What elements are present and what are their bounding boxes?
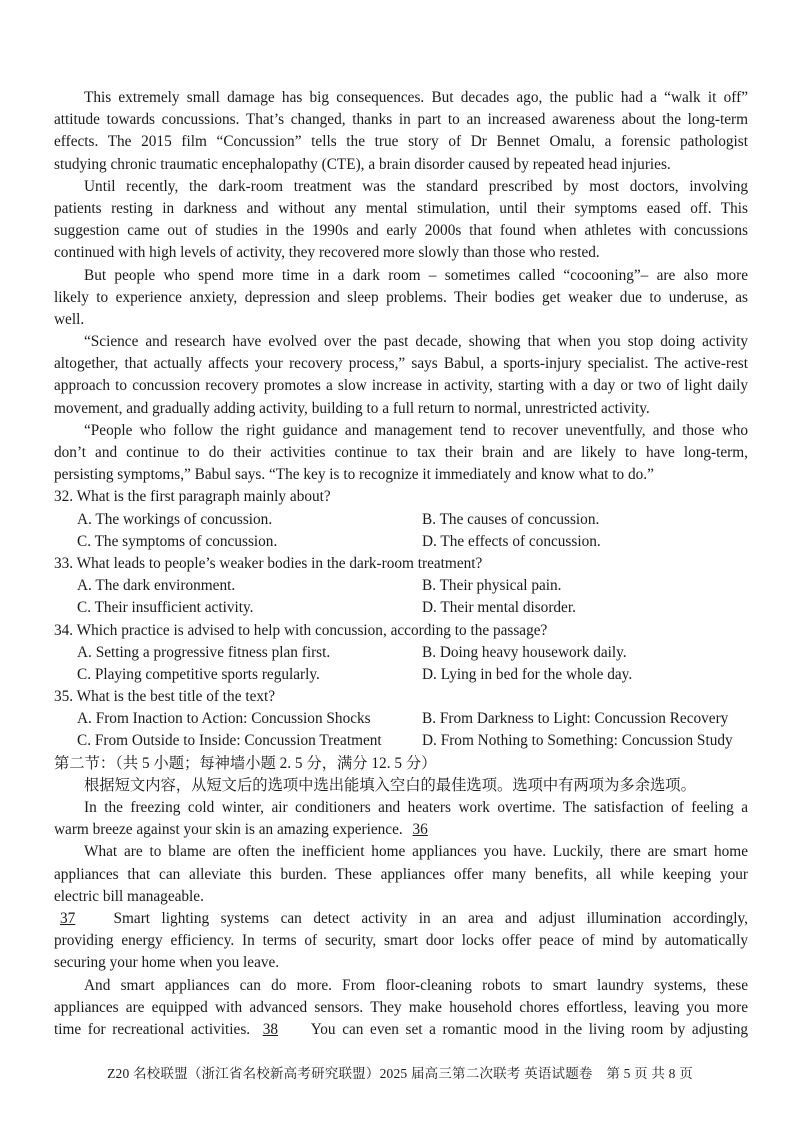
answer-option: C. Playing competitive sports regularly. (77, 665, 320, 683)
passage-line: Until recently, the dark-room treatment was the standard prescribed by most doctors, involving (84, 177, 748, 195)
passage-line (54, 930, 748, 952)
passage-line (54, 819, 748, 841)
passage-line: continued with high levels of activity, they recovered more slowly than those who rested. (54, 244, 600, 262)
passage-line (54, 997, 748, 1019)
passage-line: “People who follow the right guidance and management tend to recover uneventfully, and those who (84, 421, 748, 439)
option-row (54, 642, 748, 664)
line-text: appliances that can alleviate this burden. These appliances offer many benefits, all while keeping your (54, 865, 748, 883)
answer-option: A. The dark environment. (77, 577, 236, 595)
passage-line: persisting symptoms,” Babul says. “The key is to recognize it immediately and know what to do.” (54, 466, 654, 484)
answer-option: D. Their mental disorder. (422, 599, 576, 617)
line-text: And smart appliances can do more. From floor-cleaning robots to smart laundry systems, these (84, 976, 748, 994)
passage-line: movement, and gradually adding activity, building to a full return to normal, unrestricted activity. (54, 399, 650, 417)
passage-line (54, 864, 748, 886)
passage-line: approach to concussion recovery promotes a slow increase in activity, starting with a day or two of light daily (54, 377, 748, 395)
answer-option: C. Their insufficient activity. (77, 599, 254, 617)
answer-option: B. The causes of concussion. (422, 510, 600, 528)
answer-option: D. Lying in bed for the whole day. (422, 665, 633, 683)
passage-line (54, 952, 748, 974)
option-row (54, 664, 748, 686)
option-row (54, 730, 748, 752)
blank-number: 37 (60, 909, 76, 927)
answer-option: C. From Outside to Inside: Concussion Treatment (77, 732, 382, 750)
passage-line (54, 886, 748, 908)
passage-line: don’t and continue to do their activities continue to tax their brain and are likely to have long-term, (54, 444, 748, 461)
passage-line: well. (54, 310, 85, 328)
question-stem: 35. What is the best title of the text? (54, 688, 276, 706)
passage-line: studying chronic traumatic encephalopathy (CTE), a brain disorder caused by repeated head injuries. (54, 155, 671, 173)
passage-line: patients resting in darkness and without any mental stimulation, until their symptoms eased off. This (54, 199, 748, 217)
answer-option: D. From Nothing to Something: Concussion Study (422, 732, 733, 750)
passage-line: attitude towards concussions. That’s changed, thanks in part to an increased awareness about the long-term (54, 111, 748, 129)
passage-line: effects. The 2015 film “Concussion” tells the true story of Dr Bennet Omalu, a forensic pathologist (54, 133, 748, 151)
line-text: appliances are equipped with advanced sensors. They make household chores effortless, leaving you more (54, 998, 748, 1016)
option-row (54, 708, 748, 730)
answer-option: B. Their physical pain. (422, 577, 562, 595)
blank-number: 36 (412, 821, 428, 839)
question-stem: 34. Which practice is advised to help with concussion, according to the passage? (54, 621, 548, 639)
passage-line: But people who spend more time in a dark room – sometimes called “cocooning”– are also more (84, 266, 748, 284)
line-text: time for recreational activities. (54, 1020, 257, 1038)
passage-line (54, 841, 748, 863)
line-text: electric bill manageable. (54, 887, 204, 905)
answer-option: A. From Inaction to Action: Concussion Shocks (77, 710, 371, 728)
passage-line (54, 797, 748, 819)
passage-line: altogether, that actually affects your recovery process,” says Babul, a sports-injury specialist. The active-rest (54, 355, 748, 373)
passage-line (54, 908, 748, 930)
line-text: Smart lighting systems can detect activity in an area and adjust illumination accordingly, (102, 909, 748, 927)
line-text: In the freezing cold winter, air conditioners and heaters work overtime. The satisfaction of feeling a (84, 799, 748, 816)
option-row (54, 509, 748, 531)
option-row (54, 531, 748, 553)
line-text: You can even set a romantic mood in the living room by adjusting (304, 1020, 748, 1038)
line-text: securing your home when you leave. (54, 954, 280, 972)
passage-line: suggestion came out of studies in the 1990s and early 2000s that found when athletes with concussions (54, 222, 748, 240)
passage-line (54, 975, 748, 997)
passage-line (54, 1019, 748, 1041)
question-stem: 32. What is the first paragraph mainly about? (54, 488, 331, 506)
passage-line: likely to experience anxiety, depression and sleep problems. Their bodies get weaker due to underuse, as (54, 288, 748, 306)
section-heading: 第二节：（共 5 小题；每神墙小题 2. 5 分，满分 12. 5 分） (54, 754, 437, 772)
passage-line: This extremely small damage has big consequences. But decades ago, the public had a “walk it off” (84, 89, 748, 106)
question-stem: 33. What leads to people’s weaker bodies in the dark-room treatment? (54, 554, 483, 572)
answer-option: B. Doing heavy housework daily. (422, 643, 627, 661)
answer-option: A. Setting a progressive fitness plan first. (77, 643, 331, 661)
line-text: providing energy efficiency. In terms of security, smart door locks offer peace of mind by automatically (54, 932, 748, 950)
section-instruction: 根据短文内容，从短文后的选项中选出能填入空白的最佳选项。选项中有两项为多余选项。 (84, 776, 696, 794)
answer-option: A. The workings of concussion. (77, 510, 273, 528)
line-text: What are to blame are often the inefficient home appliances you have. Luckily, there are smart home (84, 843, 748, 861)
passage-line: “Science and research have evolved over the past decade, showing that when you stop doing activity (84, 333, 748, 351)
option-row (54, 575, 748, 597)
option-row (54, 597, 748, 619)
answer-option: C. The symptoms of concussion. (77, 532, 278, 550)
answer-option: D. The effects of concussion. (422, 532, 601, 550)
answer-option: B. From Darkness to Light: Concussion Recovery (422, 710, 729, 728)
line-text: warm breeze against your skin is an amazing experience. (54, 821, 407, 839)
blank-number: 38 (262, 1020, 279, 1038)
page-footer: Z20 名校联盟（浙江省名校新高考研究联盟）2025 届高三第二次联考 英语试题卷 第 5 页 共 8 页 (107, 1066, 693, 1081)
exam-page-body (54, 87, 748, 1041)
